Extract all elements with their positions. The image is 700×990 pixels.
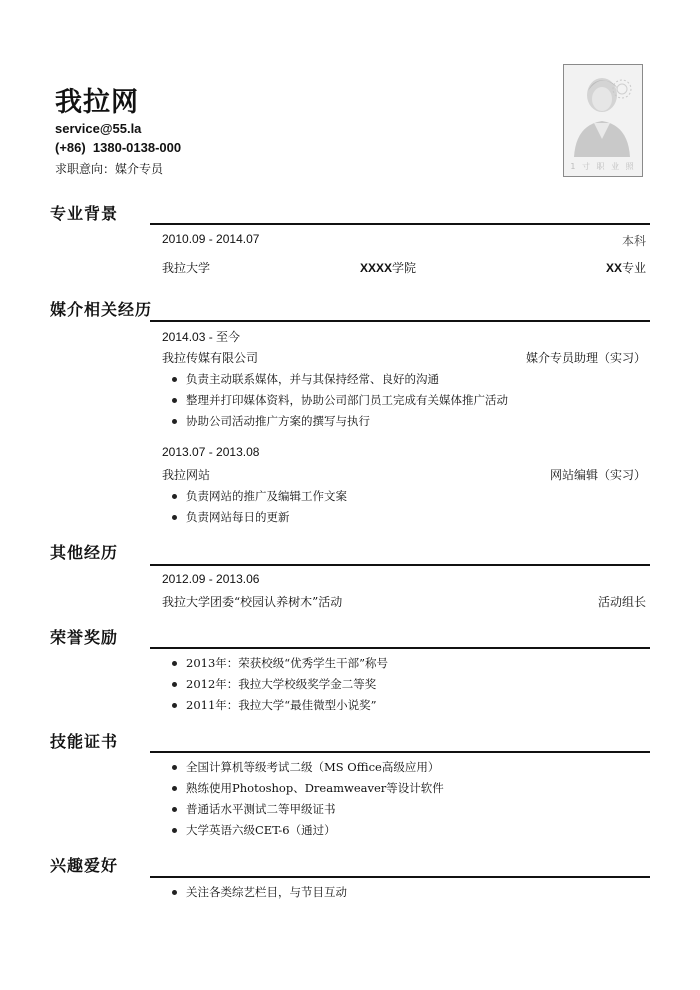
list-item: 负责网站的推广及编辑工作文案 [172, 488, 347, 504]
bullet-icon [172, 515, 177, 520]
education-date-row [162, 232, 646, 250]
bullet-icon [172, 807, 177, 812]
section-title-other: 其他经历 [50, 543, 119, 562]
job-role: 网站编辑（实习） [549, 468, 646, 482]
other-date-row [162, 572, 646, 590]
bullet-icon [172, 661, 177, 666]
job-company: 我拉网站 [162, 468, 211, 482]
education-degree: 本科 [621, 234, 646, 248]
list-item: 普通话水平测试二等甲级证书 [172, 801, 336, 817]
list-item: 负责主动联系媒体，并与其保持经常、良好的沟通 [172, 371, 439, 387]
job-title-row [162, 349, 646, 367]
job-date: 2013.07 - 2013.08 [162, 445, 260, 459]
job-date-row [162, 445, 646, 463]
job-date-row [162, 328, 646, 346]
bullet-icon [172, 828, 177, 833]
bullet-icon [172, 890, 177, 895]
bullet-icon [172, 786, 177, 791]
job-date: 2014.03 - 至今 [162, 330, 241, 344]
education-detail-row [162, 259, 646, 277]
section-rule [150, 647, 650, 649]
list-item: 整理并打印媒体资料，协助公司部门员工完成有关媒体推广活动 [172, 392, 508, 408]
education-date: 2010.09 - 2014.07 [162, 232, 260, 246]
bullet-icon [172, 377, 177, 382]
list-item: 2012年：我拉大学校级奖学金二等奖 [172, 676, 376, 692]
list-item: 负责网站每日的更新 [172, 509, 290, 525]
section-title-skills: 技能证书 [50, 732, 119, 751]
section-title-honors: 荣誉奖励 [50, 628, 119, 647]
section-title-media: 媒介相关经历 [50, 300, 153, 319]
other-detail-row [162, 593, 646, 611]
section-rule [150, 223, 650, 225]
list-item: 熟练使用Photoshop、Dreamweaver等设计软件 [172, 780, 444, 796]
education-school: 我拉大学 [162, 261, 211, 275]
list-item: 全国计算机等级考试二级（MS Office高级应用） [172, 759, 439, 775]
bullet-icon [172, 765, 177, 770]
bullet-icon [172, 494, 177, 499]
other-role: 活动组长 [597, 595, 646, 609]
avatar-silhouette-icon [564, 65, 642, 176]
section-rule [150, 751, 650, 753]
email-text: service@55.la [55, 121, 142, 136]
job-title-row [162, 466, 646, 484]
section-title-education: 专业背景 [50, 204, 119, 223]
section-rule [150, 564, 650, 566]
other-activity: 我拉大学团委“校园认养树木”活动 [162, 595, 343, 609]
job-role: 媒介专员助理（实习） [525, 351, 646, 365]
candidate-name: 我拉网 [55, 87, 139, 118]
education-major: XX专业 [605, 261, 646, 275]
section-rule [150, 876, 650, 878]
other-date: 2012.09 - 2013.06 [162, 572, 260, 586]
job-intent: 求职意向：媒介专员 [55, 162, 164, 176]
photo-placeholder [563, 64, 643, 177]
list-item: 关注各类综艺栏目，与节目互动 [172, 884, 347, 900]
photo-caption: 1 寸 职 业 照 [570, 162, 636, 171]
bullet-icon [172, 703, 177, 708]
list-item: 大学英语六级CET-6（通过） [172, 822, 336, 838]
bullet-icon [172, 682, 177, 687]
list-item: 2011年：我拉大学“最佳微型小说奖” [172, 697, 377, 713]
list-item: 2013年：荣获校级“优秀学生干部”称号 [172, 655, 388, 671]
section-rule [150, 320, 650, 322]
bullet-icon [172, 419, 177, 424]
section-title-hobbies: 兴趣爱好 [50, 856, 119, 875]
bullet-icon [172, 398, 177, 403]
education-college: XXXX学院 [360, 261, 417, 275]
phone-text: (+86) 1380-0138-000 [55, 140, 182, 155]
job-company: 我拉传媒有限公司 [162, 351, 259, 365]
list-item: 协助公司活动推广方案的撰写与执行 [172, 413, 370, 429]
